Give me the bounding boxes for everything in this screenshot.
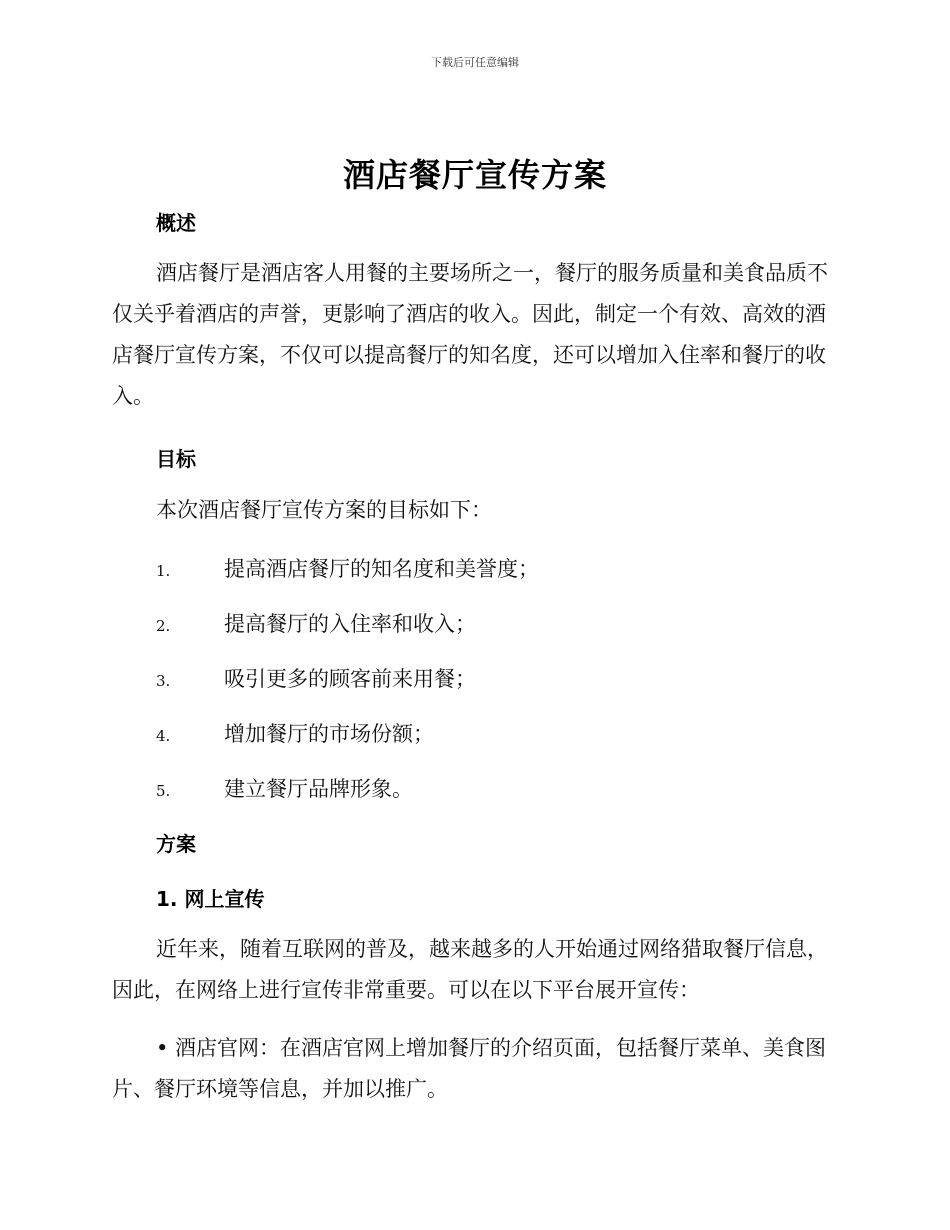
goal-list-item — [156, 608, 476, 638]
list-number: 3. — [156, 672, 171, 690]
list-text: 提高餐厅的入住率和收入； — [224, 612, 476, 636]
list-number: 2. — [156, 617, 171, 635]
bullet-official-site: • 酒店官网：在酒店官网上增加餐厅的介绍页面，包括餐厅菜单、美食图片、餐厅环境等信息，并加以推广。 — [112, 1036, 827, 1101]
overview-paragraph: 酒店餐厅是酒店客人用餐的主要场所之一，餐厅的服务质量和美食品质不仅关乎着酒店的声誉，更影响了酒店的收入。因此，制定一个有效、高效的酒店餐厅宣传方案，不仅可以提高餐厅的知名度，还可以增加入住率和餐厅的收入。 — [112, 261, 828, 408]
goals-intro: 本次酒店餐厅宣传方案的目标如下： — [156, 498, 492, 522]
list-number: 1. — [156, 562, 171, 580]
document-title: 酒店餐厅宣传方案 — [342, 156, 607, 194]
list-text: 吸引更多的顾客前来用餐； — [224, 667, 476, 691]
list-text: 提高酒店餐厅的知名度和美誉度； — [224, 557, 539, 581]
list-text: 建立餐厅品牌形象。 — [224, 777, 413, 801]
goal-list-item — [156, 553, 539, 583]
goal-list-item — [156, 773, 413, 803]
subheading-online: 1. 网上宣传 — [156, 887, 265, 911]
list-number: 5. — [156, 782, 171, 800]
heading-plan: 方案 — [156, 832, 196, 856]
list-number: 4. — [156, 727, 171, 745]
header-note: 下载后可任意编辑 — [431, 56, 519, 69]
list-text: 增加餐厅的市场份额； — [224, 722, 434, 746]
heading-goals: 目标 — [156, 447, 196, 471]
goal-list-item — [156, 663, 476, 693]
heading-overview: 概述 — [156, 211, 196, 235]
goal-list-item — [156, 718, 434, 748]
online-paragraph: 近年来，随着互联网的普及，越来越多的人开始通过网络猎取餐厅信息，因此，在网络上进行宣传非常重要。可以在以下平台展开宣传： — [112, 937, 828, 1002]
